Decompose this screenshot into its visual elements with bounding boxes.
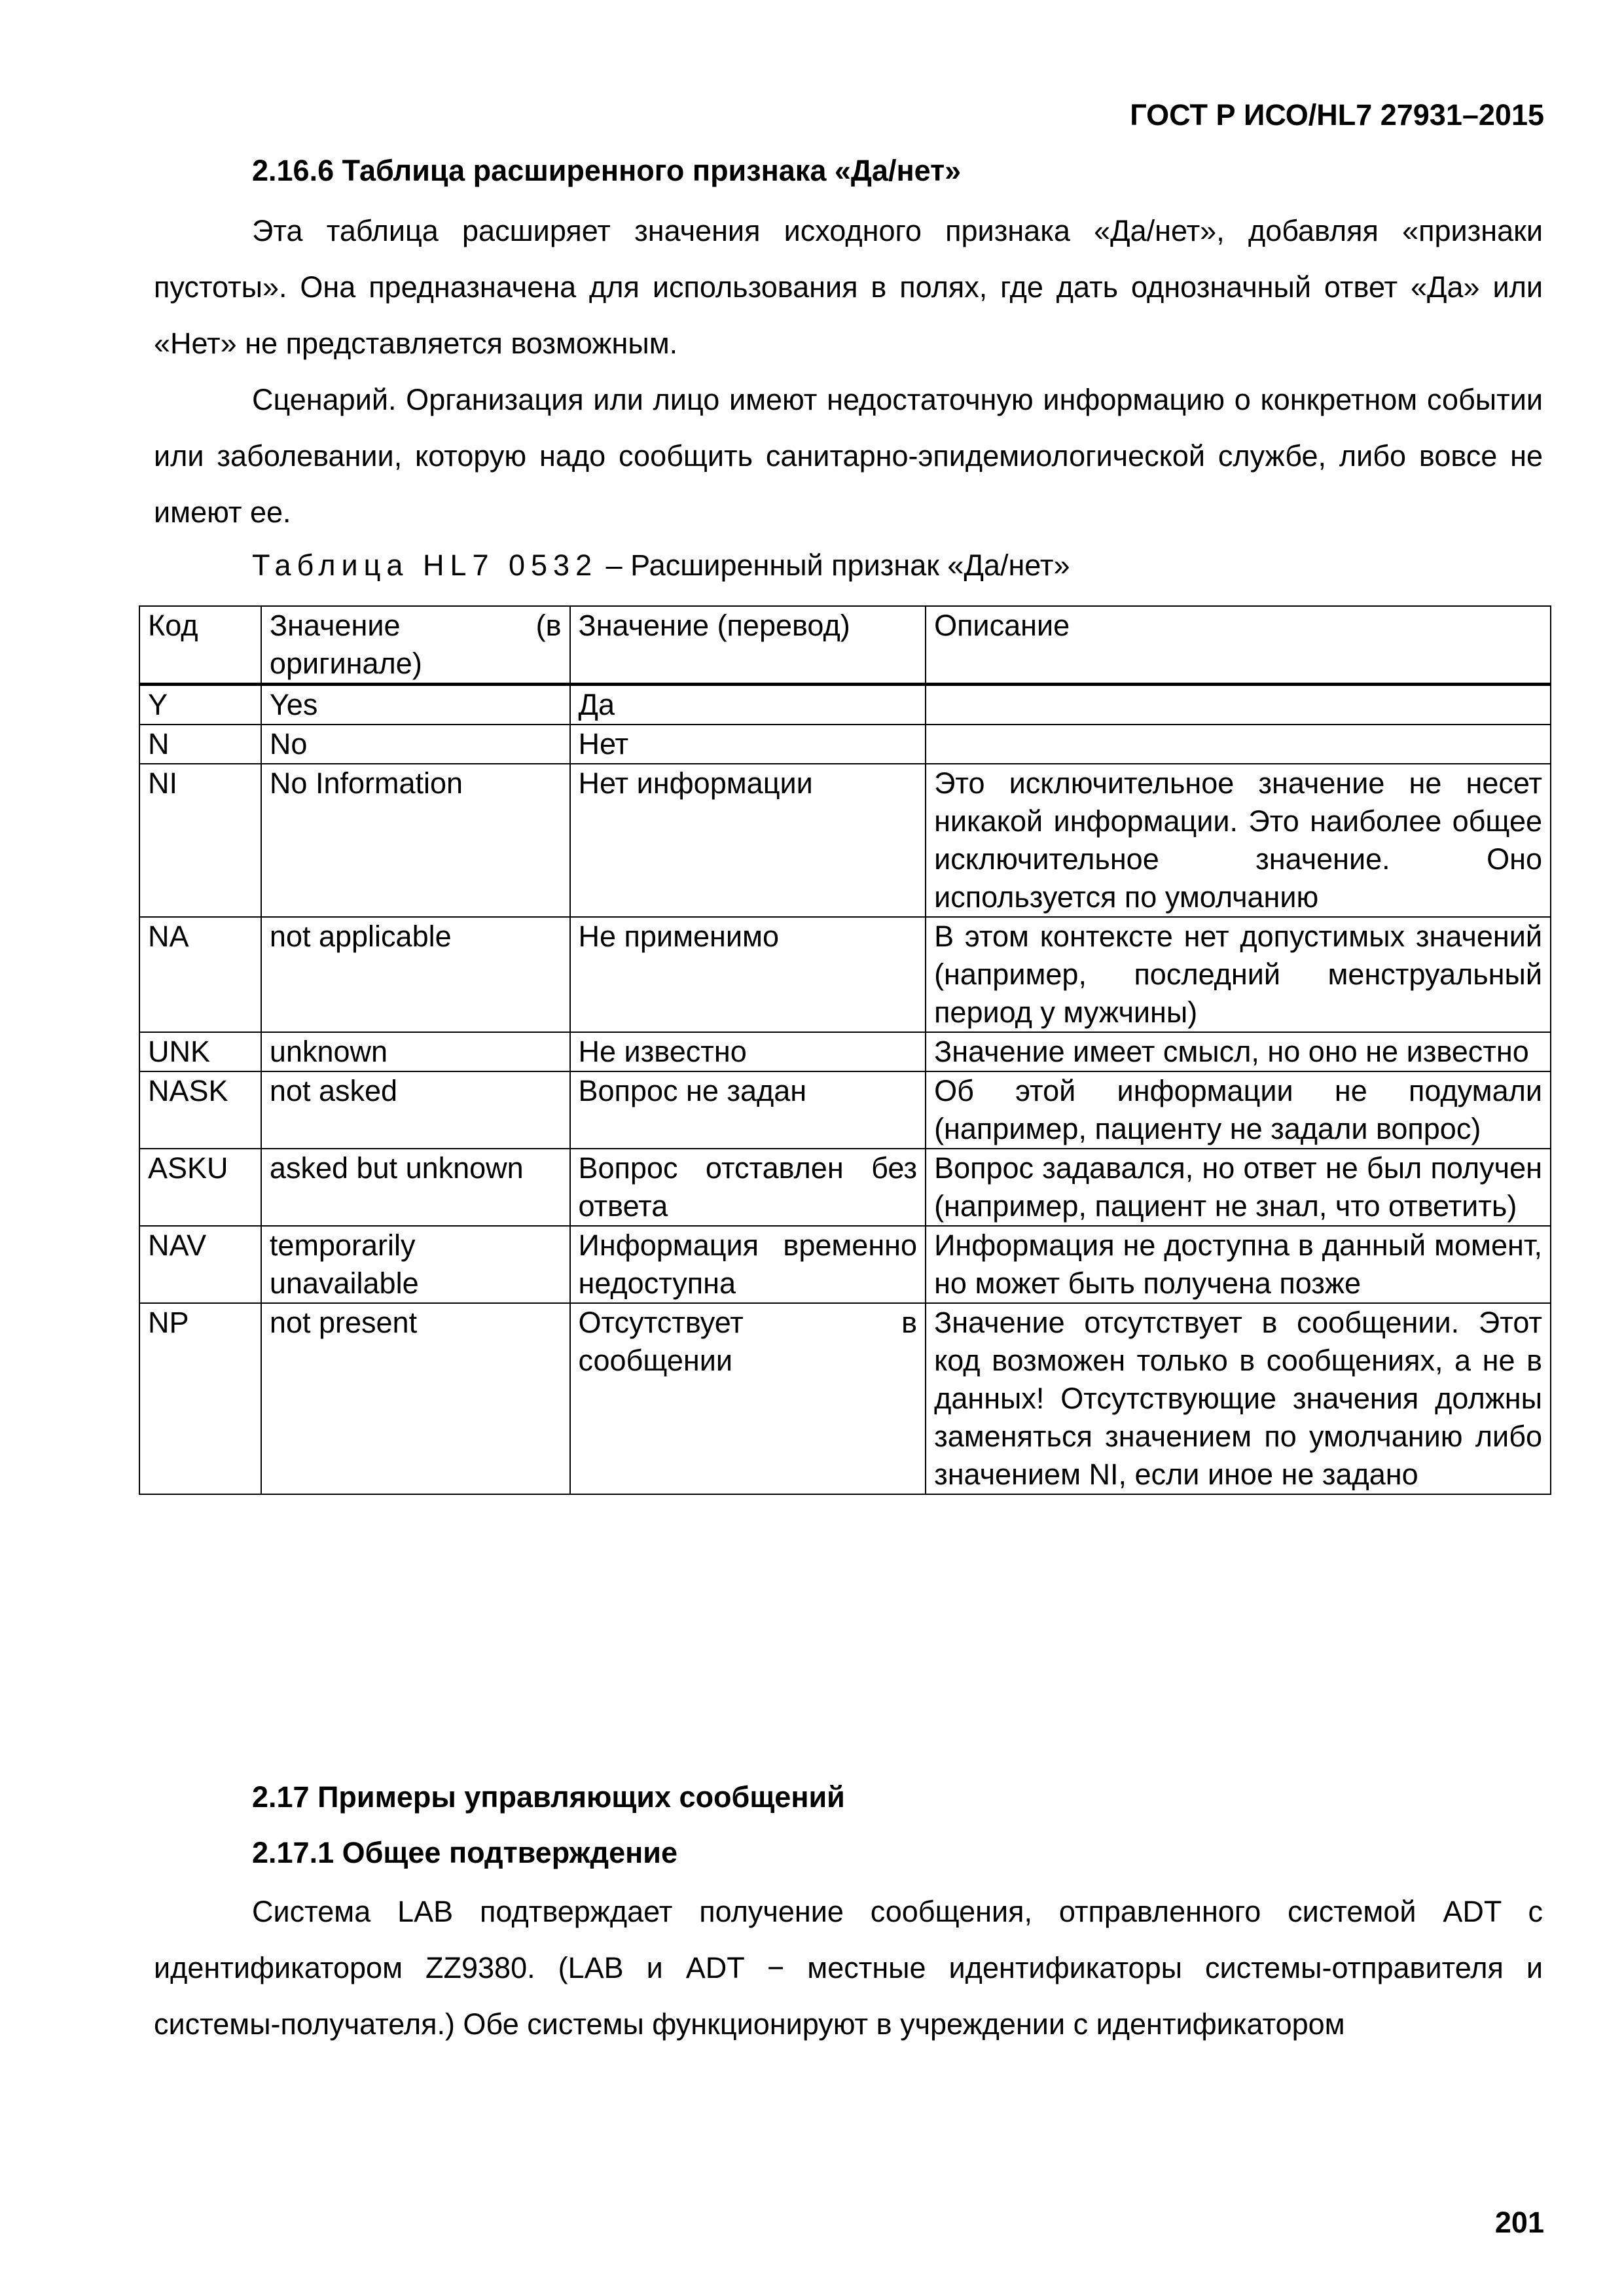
original-value-cell: not applicable bbox=[261, 917, 570, 1032]
code-cell: ASKU bbox=[139, 1149, 261, 1226]
header-cell-original: Значение (в оригинале) bbox=[261, 606, 570, 685]
table-row bbox=[139, 917, 1551, 1032]
table-title: Расширенный признак «Да/нет» bbox=[630, 548, 1070, 582]
description-cell: Информация не доступна в данный момент, но может быть получена позже bbox=[926, 1226, 1551, 1303]
scenario-paragraph: Сценарий. Организация или лицо имеют недостаточную информацию о конкретном событии или заболевании, которую надо сообщить санитарно-эпидемиологической службе, либо вовсе не имеют ее. bbox=[154, 383, 1543, 529]
table-row bbox=[139, 1226, 1551, 1303]
description-cell: Вопрос задавался, но ответ не был получен (например, пациент не знал, что ответить) bbox=[926, 1149, 1551, 1226]
code-cell: N bbox=[139, 725, 261, 764]
description-cell bbox=[926, 725, 1551, 764]
section-heading-2-17: 2.17 Примеры управляющих сообщений bbox=[252, 1780, 845, 1814]
translation-cell: Не известно bbox=[570, 1032, 926, 1071]
page-number: 201 bbox=[1494, 2206, 1544, 2239]
header-cell-translation: Значение (перевод) bbox=[570, 606, 926, 685]
original-value-cell: temporarily unavailable bbox=[261, 1226, 570, 1303]
translation-cell: Вопрос не задан bbox=[570, 1071, 926, 1149]
table-row bbox=[139, 1071, 1551, 1149]
code-cell: NAV bbox=[139, 1226, 261, 1303]
code-cell: UNK bbox=[139, 1032, 261, 1071]
description-cell bbox=[926, 685, 1551, 725]
table-row bbox=[139, 725, 1551, 764]
table-row bbox=[139, 685, 1551, 725]
section-heading-2-16-6: 2.16.6 Таблица расширенного признака «Да/нет» bbox=[252, 154, 962, 187]
code-cell: NP bbox=[139, 1303, 261, 1494]
original-value-cell: No Information bbox=[261, 764, 570, 917]
original-value-cell: asked but unknown bbox=[261, 1149, 570, 1226]
description-cell: Значение имеет смысл, но оно не известно bbox=[926, 1032, 1551, 1071]
table-header-row bbox=[139, 606, 1551, 685]
translation-cell: Информация временно недоступна bbox=[570, 1226, 926, 1303]
table-caption-dash: – bbox=[598, 548, 631, 582]
description-cell: Это исключительное значение не несет никакой информации. Это наиболее общее исключительное значение. Оно используется по умолчанию bbox=[926, 764, 1551, 917]
original-value-cell: not asked bbox=[261, 1071, 570, 1149]
header-cell-code: Код bbox=[139, 606, 261, 685]
code-cell: Y bbox=[139, 685, 261, 725]
original-value-cell: unknown bbox=[261, 1032, 570, 1071]
section-heading-2-17-1: 2.17.1 Общее подтверждение bbox=[252, 1836, 677, 1869]
extended-yes-no-table bbox=[139, 605, 1551, 1495]
table-caption bbox=[252, 548, 1070, 583]
translation-cell: Отсутствует в сообщении bbox=[570, 1303, 926, 1494]
general-acknowledgment-paragraph: Система LAB подтверждает получение сообщения, отправленного системой ADT с идентификатором ZZ9380. (LAB и ADT − местные идентификаторы системы-отправителя и системы-получателя.) Обе системы функционируют в учреждении с идентификатором bbox=[154, 1895, 1543, 2041]
code-cell: NI bbox=[139, 764, 261, 917]
code-cell: NA bbox=[139, 917, 261, 1032]
code-cell: NASK bbox=[139, 1071, 261, 1149]
description-cell: В этом контексте нет допустимых значений (например, последний менструальный период у мужчины) bbox=[926, 917, 1551, 1032]
description-cell: Об этой информации не подумали (например, пациенту не задали вопрос) bbox=[926, 1071, 1551, 1149]
translation-cell: Нет информации bbox=[570, 764, 926, 917]
table-row bbox=[139, 1303, 1551, 1494]
original-value-cell: not present bbox=[261, 1303, 570, 1494]
original-value-cell: Yes bbox=[261, 685, 570, 725]
description-cell: Значение отсутствует в сообщении. Этот код возможен только в сообщениях, а не в данных! Отсутствующие значения должны заменяться значением по умолчанию либо значением NI, если иное не задано bbox=[926, 1303, 1551, 1494]
table-row bbox=[139, 1149, 1551, 1226]
translation-cell: Не применимо bbox=[570, 917, 926, 1032]
table-row bbox=[139, 1032, 1551, 1071]
translation-cell: Нет bbox=[570, 725, 926, 764]
intro-paragraph: Эта таблица расширяет значения исходного признака «Да/нет», добавляя «признаки пустоты». Она предназначена для использования в полях, где дать однозначный ответ «Да» или «Нет» не представляется возможным. bbox=[154, 214, 1543, 360]
translation-cell: Вопрос отставлен без ответа bbox=[570, 1149, 926, 1226]
table-row bbox=[139, 764, 1551, 917]
table-label: Таблица HL7 0532 bbox=[252, 548, 598, 582]
standard-header: ГОСТ Р ИСО/HL7 27931–2015 bbox=[1130, 98, 1544, 132]
original-value-cell: No bbox=[261, 725, 570, 764]
header-cell-description: Описание bbox=[926, 606, 1551, 685]
translation-cell: Да bbox=[570, 685, 926, 725]
